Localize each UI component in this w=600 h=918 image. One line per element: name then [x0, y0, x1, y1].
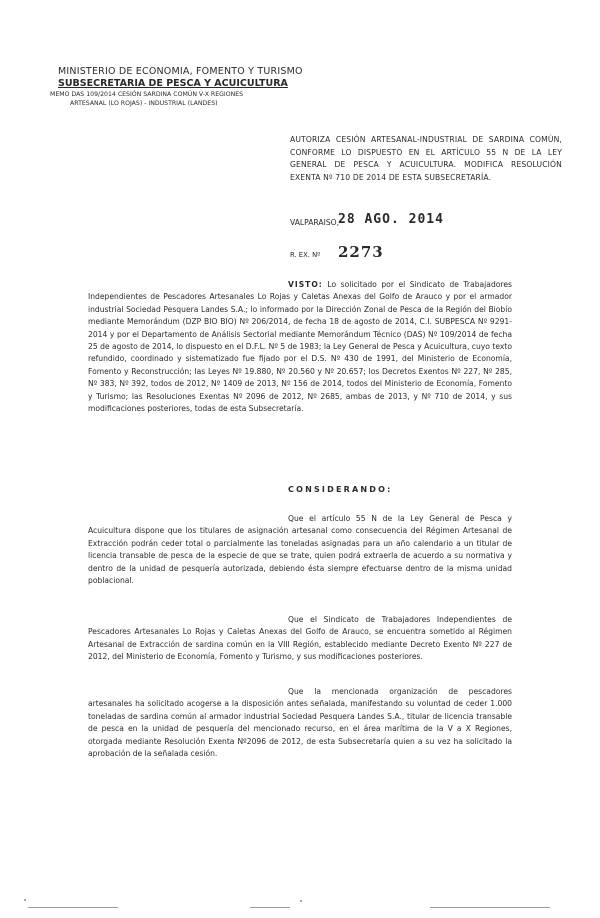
resolution-summary: AUTORIZA CESIÓN ARTESANAL-INDUSTRIAL DE SARDINA COMÚN, CONFORME LO DISPUESTO EN EL ARTÍCULO 55 N DE LA LEY GENERAL DE PESCA Y ACUICULTURA. MODIFICA RESOLUCIÓN EXENTA Nº 710 DE 2014 DE ESTA SUBSECRETARÍA. — [290, 135, 562, 182]
resolution-number-label: R. EX. Nº — [290, 251, 321, 259]
visto-paragraph — [88, 279, 512, 415]
visto-lead: VISTO: — [288, 280, 323, 289]
letterhead — [50, 66, 318, 108]
considerando-paragraph-3: Que la mencionada organización de pescadores artesanales ha solicitado acogerse a la disposición antes señalada, manifestando su voluntad de ceder 1.000 toneladas de sardina común al armador industrial Sociedad Pesquera Landes S.A., titular de licencia transable de pesca en la unidad de pesquería del mencionado recurso, en el área marítima de la V a X Regiones, otorgada mediante Resolución Exenta Nº2096 de 2012, de esta Subsecretaría quien a su vez ha solicitado la aprobación de la señalada cesión. — [88, 687, 512, 759]
scan-speck — [24, 899, 26, 901]
considerando-heading: CONSIDERANDO: — [288, 485, 393, 494]
resolution-number: 2273 — [338, 243, 384, 261]
place-label: VALPARAISO, — [290, 218, 340, 227]
considerando-paragraph-1: Que el artículo 55 N de la Ley General de Pesca y Acuicultura dispone que los titulares de asignación artesanal como consecuencia del Régimen Artesanal de Extracción podrán ceder total o parcialmente las toneladas asignadas para un año calendario a un titular de licencia transable de pesca de la especie de que se trate, quien podrá extraerla de acuerdo a su normativa y dentro de la unidad de pesquería autorizada, debiendo ésta siempre efectuarse dentro de la misma unidad poblacional. — [88, 514, 512, 586]
ministry-name: MINISTERIO DE ECONOMIA, FOMENTO Y TURISMO — [58, 66, 303, 77]
subsecretaria-name: SUBSECRETARIA DE PESCA Y ACUICULTURA — [58, 78, 288, 89]
footer-rule-center — [250, 907, 290, 908]
scan-speck — [300, 900, 302, 902]
visto-text: Lo solicitado por el Sindicato de Trabajadores Independientes de Pescadores Artesanales Lo Rojas y Caletas Anexas del Golfo de Arauco y por el armador industrial Sociedad Pesquera Landes S.A.; lo informado por la Dirección Zonal de Pesca de la Región del Biobío mediante Memorándum (DZP BIO BIO) Nº 206/2014, de fecha 18 de agosto de 2014, C.I. SUBPESCA Nº 9291-2014 y por el Departamento de Análisis Sectorial mediante Memorándum Técnico (DAS) Nº 109/2014 de fecha 25 de agosto de 2014, lo dispuesto en el D.F.L. Nº 5 de 1983; la Ley General de Pesca y Acuicultura, cuyo texto refundido, coordinado y sistematizado fue fijado por el D.S. Nº 430 de 1991, del Ministerio de Economía, Fomento y Reconstrucción; las Leyes Nº 19.880, Nº 20.560 y Nº 20.657; los Decretos Exentos Nº 227, Nº 285, Nº 383, Nº 392, todos de 2012, Nº 1409 de 2013, Nº 156 de 2014, todos del Ministerio de Economía, Fomento y Turismo; las Resoluciones Exentas Nº 2096 de 2012, Nº 2685, ambas de 2013, y Nº 710 de 2014, y sus modificaciones posteriores, todas de esta Subsecretaría. — [88, 280, 512, 414]
date-stamp: 28 AGO. 2014 — [338, 212, 444, 227]
footer-rule-left — [28, 907, 118, 908]
memo-reference-line-2: ARTESANAL (LO ROJAS) - INDUSTRIAL (LANDES) — [70, 100, 218, 107]
considerando-paragraph-2: Que el Sindicato de Trabajadores Independientes de Pescadores Artesanales Lo Rojas y Caletas Anexas del Golfo de Arauco, se encuentra sometido al Régimen Artesanal de Extracción de sardina común en la VIII Región, establecido mediante Decreto Exento Nº 227 de 2012, del Ministerio de Economía, Fomento y Turismo, y sus modificaciones posteriores. — [88, 615, 512, 662]
footer-rule-right — [430, 907, 550, 908]
memo-reference-line-1: MEMO DAS 109/2014 CESIÓN SARDINA COMÚN V-X REGIONES — [50, 91, 244, 98]
